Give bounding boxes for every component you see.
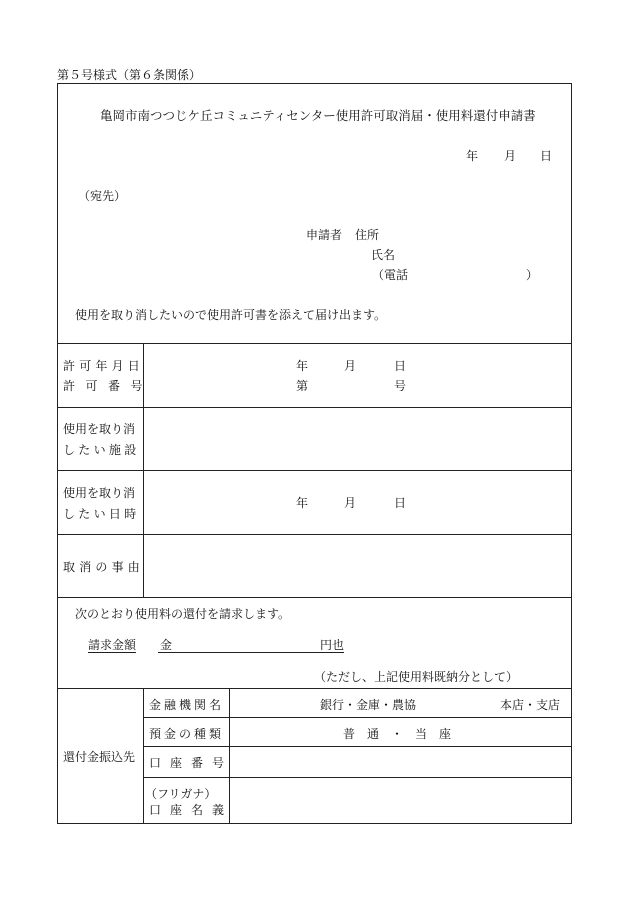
refund-amount-label: 請求金額 bbox=[88, 638, 137, 652]
deposit-type-label: 預金の種類 bbox=[149, 727, 225, 741]
submit-month[interactable]: 月 bbox=[504, 149, 517, 163]
refund-amount-suffix[interactable]: 円也 bbox=[320, 638, 345, 652]
divider bbox=[57, 534, 572, 535]
applicant-address-label: 住所 bbox=[355, 228, 380, 242]
account-name-label: 口座名義 bbox=[149, 803, 234, 817]
furigana-label: （フリガナ） bbox=[145, 787, 217, 801]
divider bbox=[143, 717, 572, 718]
datetime-label-line2: したい日時 bbox=[63, 507, 140, 521]
account-number-label: 口座番号 bbox=[149, 756, 234, 770]
divider bbox=[57, 407, 572, 408]
cancel-statement: 使用を取り消したいので使用許可書を添えて届け出ます。 bbox=[75, 308, 387, 322]
divider bbox=[143, 746, 572, 747]
permit-number-label: 許可番号 bbox=[63, 379, 154, 393]
form-title: 亀岡市南つつじケ丘コミュニティセンター使用許可取消届・使用料還付申請書 bbox=[100, 108, 536, 123]
divider bbox=[57, 470, 572, 471]
permit-number-prefix[interactable]: 第 bbox=[296, 379, 309, 393]
applicant-phone-open: （電話 bbox=[372, 268, 409, 282]
datetime-label-line1: 使用を取り消 bbox=[63, 486, 136, 500]
amount-underline bbox=[158, 652, 344, 653]
bank-section-label: 還付金振込先 bbox=[63, 750, 136, 764]
permit-date-label: 許可年月日 bbox=[63, 359, 145, 373]
divider bbox=[143, 777, 572, 778]
amount-label-underline bbox=[88, 652, 136, 653]
form-number: 第５号様式（第６条関係） bbox=[57, 68, 202, 82]
permit-year[interactable]: 年 bbox=[296, 359, 309, 373]
refund-statement: 次のとおり使用料の還付を請求します。 bbox=[75, 607, 291, 621]
institution-types[interactable]: 銀行・金庫・農協 bbox=[320, 698, 417, 712]
institution-label: 金融機関名 bbox=[149, 698, 225, 712]
cancel-month[interactable]: 月 bbox=[344, 496, 357, 510]
applicant-name-label: 氏名 bbox=[371, 248, 396, 262]
applicant-label: 申請者 bbox=[306, 228, 343, 242]
cancel-year[interactable]: 年 bbox=[296, 496, 309, 510]
applicant-phone-close: ） bbox=[526, 268, 539, 282]
branch-types[interactable]: 本店・支店 bbox=[500, 698, 561, 712]
addressee: （宛先） bbox=[78, 189, 127, 203]
permit-month[interactable]: 月 bbox=[344, 359, 357, 373]
reason-label: 取消の事由 bbox=[63, 560, 145, 574]
divider bbox=[57, 688, 572, 689]
refund-note: （ただし、上記使用料既納分として） bbox=[314, 670, 519, 684]
submit-day[interactable]: 日 bbox=[540, 149, 553, 163]
refund-amount-prefix[interactable]: 金 bbox=[160, 638, 173, 652]
facility-label-line2: したい施設 bbox=[63, 443, 140, 457]
divider bbox=[57, 343, 572, 344]
deposit-types[interactable]: 普 通 ・ 当 座 bbox=[343, 727, 452, 741]
permit-number-suffix[interactable]: 号 bbox=[394, 379, 407, 393]
divider bbox=[57, 597, 572, 598]
submit-year[interactable]: 年 bbox=[466, 149, 479, 163]
facility-label-line1: 使用を取り消 bbox=[63, 422, 136, 436]
permit-day[interactable]: 日 bbox=[394, 359, 407, 373]
cancel-day[interactable]: 日 bbox=[394, 496, 407, 510]
column-divider bbox=[143, 688, 144, 824]
